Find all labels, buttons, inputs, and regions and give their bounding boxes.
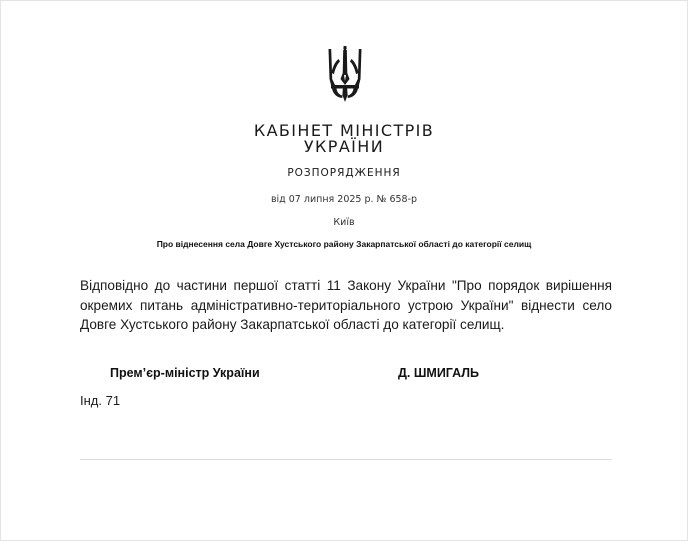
organization-name-line-1: КАБІНЕТ МІНІСТРІВ: [253, 121, 435, 140]
document-date-number: від 07 липня 2025 р. № 658-р: [270, 194, 418, 205]
signatory-position: Прем’єр-міністр України: [110, 366, 260, 380]
document-subject: Про віднесення села Довге Хустського району Закарпатської області до категорії селищ: [156, 239, 532, 249]
trident-coat-of-arms-icon: [328, 45, 362, 103]
document-type: РОЗПОРЯДЖЕННЯ: [287, 167, 401, 179]
document-place: Київ: [333, 217, 355, 228]
organization-name-line-2: УКРАЇНИ: [303, 137, 385, 156]
footer-divider: [80, 459, 612, 460]
document-body: Відповідно до частини першої статті 11 Закону України "Про порядок вирішення окремих питань адміністративно-територіального устрою України" віднести село Довге Хустського району Закарпатської області до категорії селищ.: [80, 278, 612, 332]
document-index: Інд. 71: [80, 393, 121, 408]
signatory-name: Д. ШМИГАЛЬ: [398, 366, 480, 380]
